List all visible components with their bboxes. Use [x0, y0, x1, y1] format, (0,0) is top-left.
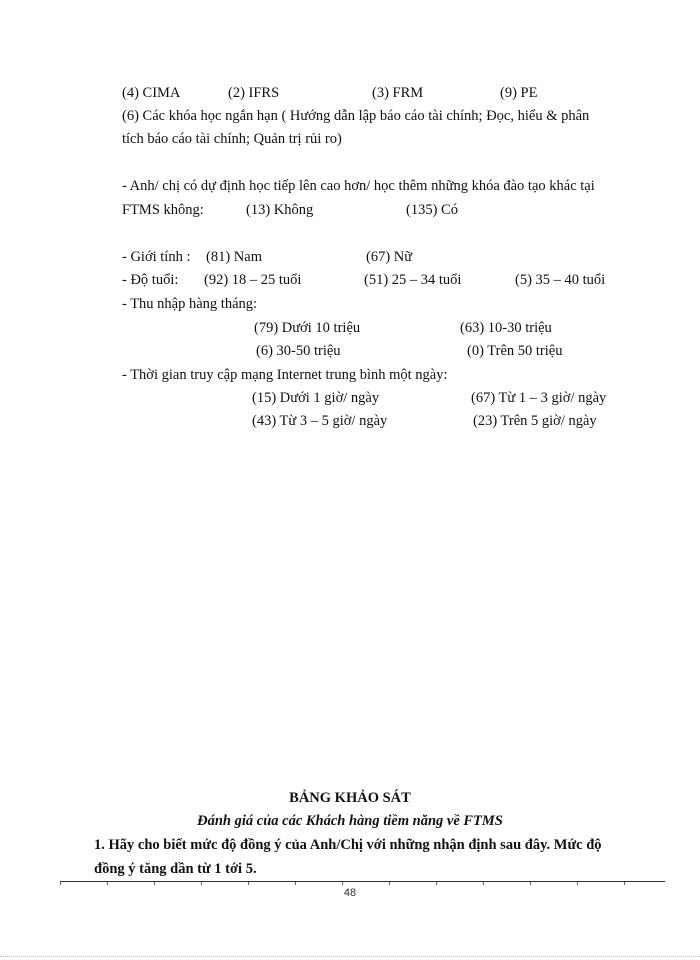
- page-bottom-border: [0, 956, 700, 957]
- page-number: 48: [343, 887, 357, 899]
- survey-subtitle: Đánh giá của các Khách hàng tiềm năng về FTMS: [197, 813, 503, 829]
- age-option-18-25: (92) 18 – 25 tuổi: [204, 272, 302, 288]
- gender-option-female: (67) Nữ: [366, 249, 413, 265]
- internet-label: - Thời gian truy cập mạng Internet trung bình một ngày:: [122, 367, 448, 383]
- further-study-question-line-1: - Anh/ chị có dự định học tiếp lên cao hơn/ học thêm những khóa đào tạo khác tại: [122, 178, 595, 194]
- course-option-pe: (9) PE: [500, 85, 538, 101]
- income-label: - Thu nhập hàng tháng:: [122, 296, 258, 312]
- internet-option-under-1h: (15) Dưới 1 giờ/ ngày: [252, 390, 380, 406]
- internet-option-3-5h: (43) Từ 3 – 5 giờ/ ngày: [252, 413, 388, 429]
- income-option-over-50: (0) Trên 50 triệu: [467, 343, 563, 359]
- question-1-line-1: 1. Hãy cho biết mức độ đồng ý của Anh/Chị với những nhận định sau đây. Mức độ: [94, 837, 602, 853]
- gender-label: - Giới tính :: [122, 249, 191, 265]
- age-option-35-40: (5) 35 – 40 tuổi: [515, 272, 606, 288]
- income-option-10-30: (63) 10-30 triệu: [460, 320, 552, 336]
- internet-option-1-3h: (67) Từ 1 – 3 giờ/ ngày: [471, 390, 607, 406]
- income-option-30-50: (6) 30-50 triệu: [256, 343, 341, 359]
- age-label: - Độ tuổi:: [122, 272, 179, 288]
- short-course-line-1: (6) Các khóa học ngắn hạn ( Hướng dẫn lập báo cáo tài chính; Đọc, hiểu & phân: [122, 108, 590, 124]
- age-option-25-34: (51) 25 – 34 tuổi: [364, 272, 462, 288]
- short-course-line-2: tích báo cáo tài chính; Quản trị rủi ro): [122, 131, 342, 147]
- further-study-question-line-2: FTMS không:: [122, 202, 204, 218]
- survey-title: BẢNG KHẢO SÁT: [289, 790, 411, 806]
- further-study-option-yes: (135) Có: [406, 202, 458, 218]
- course-option-ifrs: (2) IFRS: [228, 85, 280, 101]
- footer-ruler-ticks: [60, 882, 665, 885]
- course-option-cima: (4) CIMA: [122, 85, 181, 101]
- question-1-line-2: đồng ý tăng dần từ 1 tới 5.: [94, 861, 257, 877]
- further-study-option-no: (13) Không: [246, 202, 314, 218]
- internet-option-over-5h: (23) Trên 5 giờ/ ngày: [473, 413, 597, 429]
- course-option-frm: (3) FRM: [372, 85, 424, 101]
- income-option-under-10: (79) Dưới 10 triệu: [254, 320, 361, 336]
- gender-option-male: (81) Nam: [206, 249, 262, 265]
